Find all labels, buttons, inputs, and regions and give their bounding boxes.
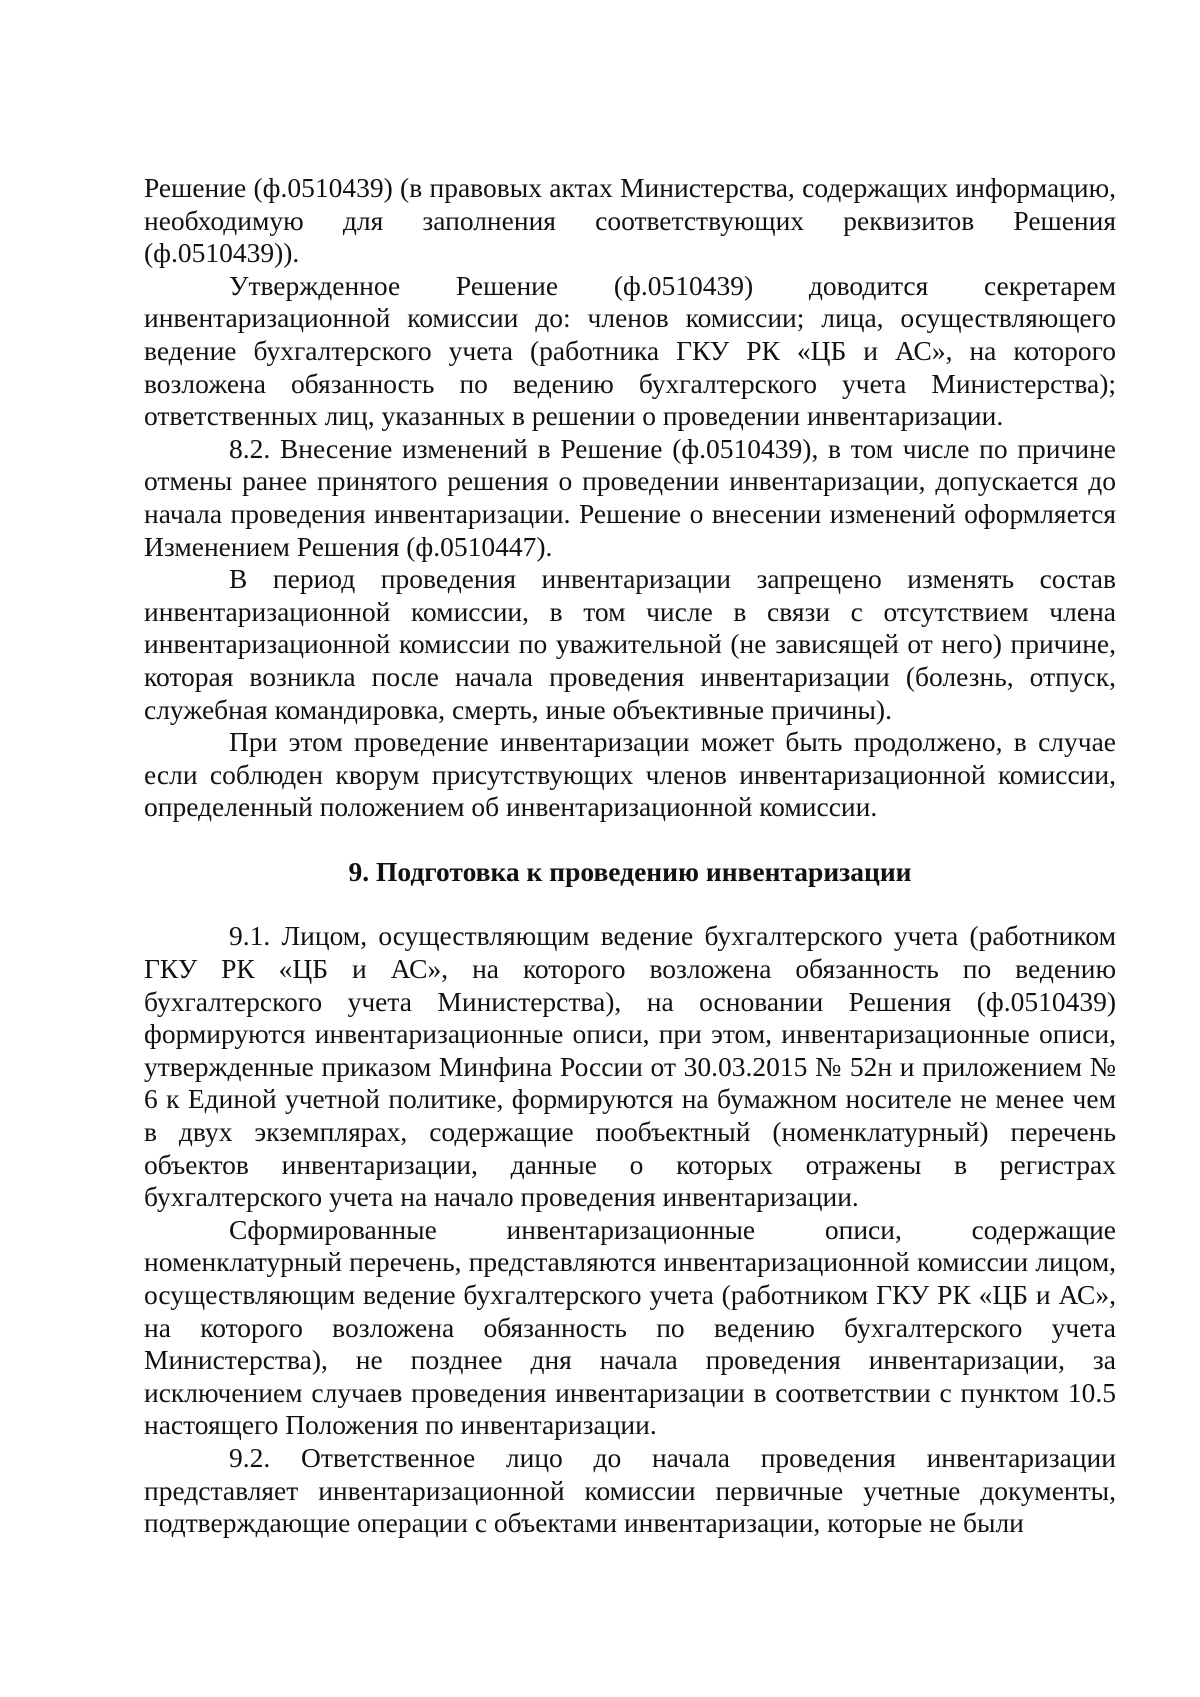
paragraph-approved-decision: Утвержденное Решение (ф.0510439) доводится секретарем инвентаризационной комиссии до: членов комиссии; лица, осуществляющего ведение бухгалтерского учета (работника ГКУ РК «ЦБ и АС», на которого возложена обязанность по ведению бухгалтерского учета Министерства); ответственных лиц, указанных в решении о проведении инвентаризации. <box>144 269 1116 432</box>
paragraph-continuation: Решение (ф.0510439) (в правовых актах Министерства, содержащих информацию, необходимую для заполнения соответствующих реквизитов Решения (ф.0510439)). <box>144 172 1116 269</box>
document-body <box>144 172 1116 1540</box>
paragraph-9-2: 9.2. Ответственное лицо до начала проведения инвентаризации представляет инвентаризационной комиссии первичные учетные документы, подтверждающие операции с объектами инвентаризации, которые не были <box>144 1441 1116 1539</box>
paragraph-9-1: 9.1. Лицом, осуществляющим ведение бухгалтерского учета (работником ГКУ РК «ЦБ и АС», на которого возложена обязанность по ведению бухгалтерского учета Министерства), на основании Решения (ф.0510439) формируются инвентаризационные описи, при этом, инвентаризационные описи, утвержденные приказом Минфина России от 30.03.2015 № 52н и приложением № 6 к Единой учетной политике, формируются на бумажном носителе не менее чем в двух экземплярах, содержащие пообъектный (номенклатурный) перечень объектов инвентаризации, данные о которых отражены в регистрах бухгалтерского учета на начало проведения инвентаризации. <box>144 920 1116 1213</box>
paragraph-quorum: При этом проведение инвентаризации может быть продолжено, в случае если соблюден кворум присутствующих членов инвентаризационной комиссии, определенный положением об инвентаризационной комиссии. <box>144 726 1116 823</box>
section-heading: 9. Подготовка к проведению инвентаризации <box>348 855 912 887</box>
paragraph-formed-inventories: Сформированные инвентаризационные описи, содержащие номенклатурный перечень, представляются инвентаризационной комиссии лицом, осуществляющим ведение бухгалтерского учета (работником ГКУ РК «ЦБ и АС», на которого возложена обязанность по ведению бухгалтерского учета Министерства), не позднее дня начала проведения инвентаризации, за исключением случаев проведения инвентаризации в соответствии с пунктом 10.5 настоящего Положения по инвентаризации. <box>144 1213 1116 1441</box>
paragraph-commission-composition: В период проведения инвентаризации запрещено изменять состав инвентаризационной комиссии, в том числе в связи с отсутствием члена инвентаризационной комиссии по уважительной (не зависящей от него) причине, которая возникла после начала проведения инвентаризации (болезнь, отпуск, служебная командировка, смерть, иные объективные причины). <box>144 563 1116 725</box>
paragraph-8-2: 8.2. Внесение изменений в Решение (ф.0510439), в том числе по причине отмены ранее принятого решения о проведении инвентаризации, допускается до начала проведения инвентаризации. Решение о внесении изменений оформляется Изменением Решения (ф.0510447). <box>144 432 1116 562</box>
